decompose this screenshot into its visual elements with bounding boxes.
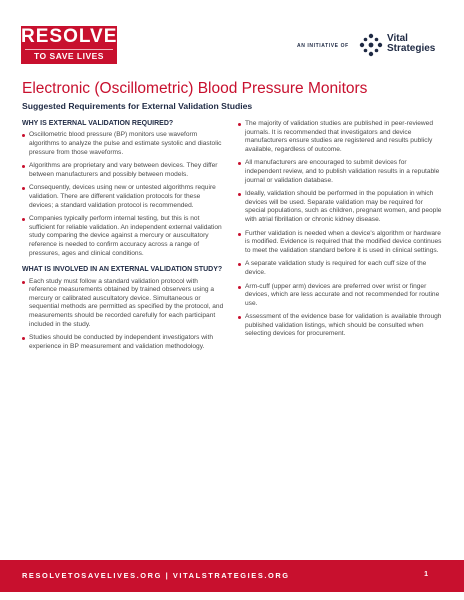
why-list <box>22 131 226 258</box>
what-list <box>22 278 226 352</box>
initiative-label: AN INITIATIVE OF <box>297 43 349 49</box>
partner-name-line2: Strategies <box>387 43 436 54</box>
list-item: Ideally, validation should be performed in the population in which devices will be used. Separate validation may be required for special populations, such as children, pregnant women, and people with atrial fibrillation or chronic kidney disease. <box>238 190 442 224</box>
list-item: Assessment of the evidence base for validation is available through published validation listings, which should be consulted when selecting devices for procurement. <box>238 313 442 339</box>
left-column <box>22 120 226 356</box>
list-item: The majority of validation studies are published in peer-reviewed journals. It is recommended that investigators and device manufacturers ensure studies are registered and results publicly available, regardless of outcome. <box>238 120 442 154</box>
right-list <box>238 120 442 339</box>
right-column <box>238 120 442 344</box>
section-heading-why: WHY IS EXTERNAL VALIDATION REQUIRED? <box>22 120 174 127</box>
resolve-to-save-lives-logo <box>21 26 117 64</box>
partner-name-line1: Vital <box>387 33 408 44</box>
vital-strategies-logo-text <box>387 34 435 54</box>
list-item: A separate validation study is required for each cuff size of the device. <box>238 260 442 277</box>
footer-links[interactable]: RESOLVETOSAVELIVES.ORG | VITALSTRATEGIES.ORG <box>22 571 290 580</box>
list-item: Consequently, devices using new or untested algorithms require validation. There are different validation protocols for these devices; a standard validation protocol is recommended. <box>22 184 226 210</box>
list-item: Companies typically perform internal testing, but this is not sufficient for reliable validation. An independent external validation study comparing the device against a mercury or auscultatory reference is needed to confirm accuracy across a range of pressures, ages and clinical conditions. <box>22 215 226 258</box>
list-item: Algorithms are proprietary and vary between devices. They differ between manufacturers and possibly between models. <box>22 162 226 179</box>
document-title: Electronic (Oscillometric) Blood Pressure Monitors <box>22 80 368 97</box>
list-item: All manufacturers are encouraged to submit devices for independent review, and to publish validation results in a reputable journal or validation database. <box>238 159 442 185</box>
list-item: Studies should be conducted by independent investigators with experience in BP measurement and validation methodology. <box>22 334 226 351</box>
page-number: 1 <box>424 571 428 578</box>
vital-strategies-icon <box>358 32 384 58</box>
page-header <box>0 0 464 78</box>
section-heading-what: WHAT IS INVOLVED IN AN EXTERNAL VALIDATION STUDY? <box>22 266 223 274</box>
list-item: Each study must follow a standard validation protocol with reference measurements obtained by trained observers using a mercury or calibrated auscultatory device. Simultaneous or sequential methods are permitted as specified by the protocol, and measurements should be recorded carefully for each participant included in the study. <box>22 278 226 330</box>
logo-main-text: RESOLVE <box>21 26 118 47</box>
list-item: Further validation is needed when a device's algorithm or hardware is modified. Evidence is required that the modified device continues to meet the validation standard before it is used in clinical settings. <box>238 230 442 256</box>
page-footer <box>0 560 464 592</box>
list-item: Oscillometric blood pressure (BP) monitors use waveform algorithms to analyze the pulse and estimate systolic and diastolic pressure from those waveforms. <box>22 131 226 157</box>
logo-sub-text: TO SAVE LIVES <box>25 49 113 63</box>
document-subtitle: Suggested Requirements for External Validation Studies <box>22 101 253 111</box>
list-item: Arm-cuff (upper arm) devices are preferred over wrist or finger devices, which are less accurate and not recommended for routine use. <box>238 283 442 309</box>
